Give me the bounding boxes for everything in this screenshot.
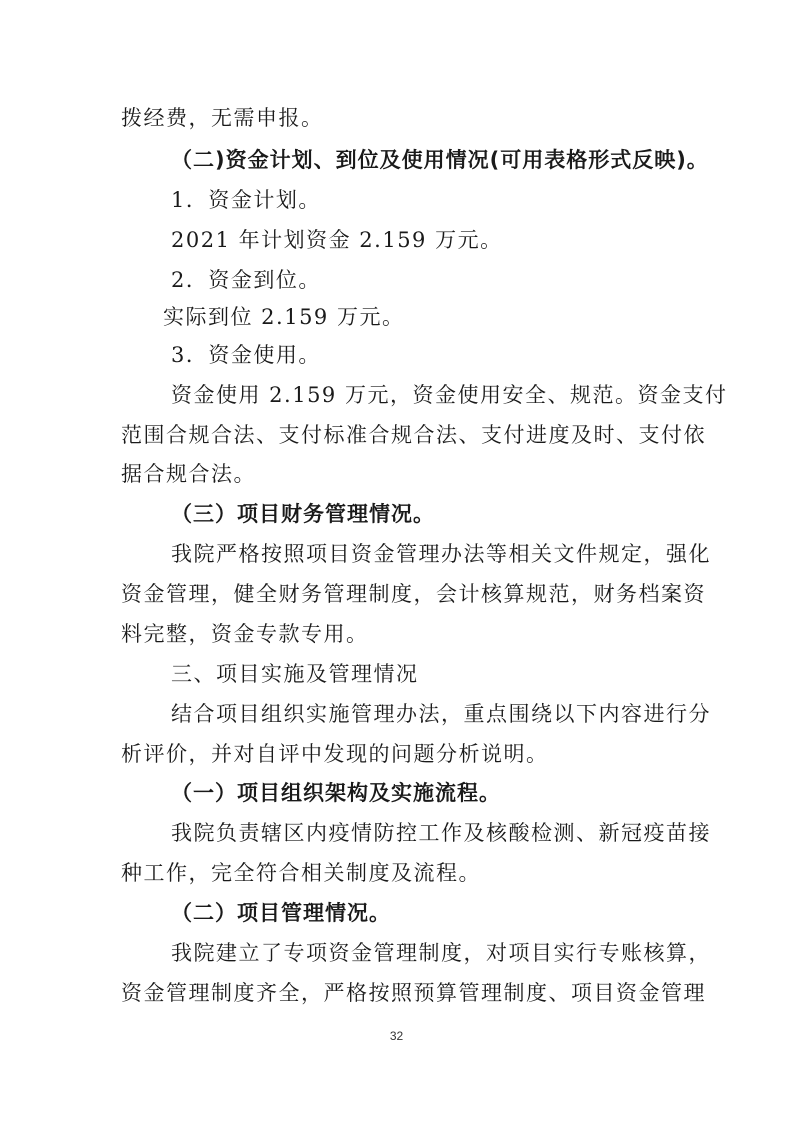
section-heading-implementation: 三、项目实施及管理情况 [171, 662, 419, 686]
subheading-fund-usage: 3．资金使用。 [171, 343, 321, 367]
paragraph-line: 我院严格按照项目资金管理办法等相关文件规定，强化 [171, 542, 711, 566]
paragraph-line: 种工作，完全符合相关制度及流程。 [121, 861, 481, 885]
subheading-fund-arrival: 2．资金到位。 [171, 268, 321, 292]
section-heading-finance: （三）项目财务管理情况。 [171, 502, 435, 526]
paragraph-line: 据合规合法。 [121, 462, 256, 486]
paragraph-line: 我院负责辖区内疫情防控工作及核酸检测、新冠疫苗接 [171, 821, 711, 845]
paragraph-line: 我院建立了专项资金管理制度，对项目实行专账核算， [171, 941, 711, 965]
paragraph-line: 范围合规合法、支付标准合规合法、支付进度及时、支付依 [121, 423, 706, 447]
paragraph-line: 结合项目组织实施管理办法，重点围绕以下内容进行分 [171, 702, 711, 726]
page-number: 32 [389, 1029, 404, 1043]
section-heading-management: （二）项目管理情况。 [171, 901, 391, 925]
section-heading-organization: （一）项目组织架构及实施流程。 [171, 781, 501, 805]
paragraph-line: 资金管理制度齐全，严格按照预算管理制度、项目资金管理 [121, 981, 706, 1005]
paragraph-line: 资金使用 2.159 万元，资金使用安全、规范。资金支付 [171, 383, 728, 407]
section-heading-funding: （二)资金计划、到位及使用情况(可用表格形式反映)。 [171, 148, 709, 172]
paragraph-line: 拨经费，无需申报。 [121, 106, 324, 130]
paragraph-line: 析评价，并对自评中发现的问题分析说明。 [121, 742, 549, 766]
paragraph-line: 实际到位 2.159 万元。 [163, 305, 405, 329]
paragraph-line: 资金管理，健全财务管理制度，会计核算规范，财务档案资 [121, 582, 706, 606]
paragraph-line: 2021 年计划资金 2.159 万元。 [171, 228, 503, 252]
subheading-fund-plan: 1．资金计划。 [171, 188, 321, 212]
paragraph-line: 料完整，资金专款专用。 [121, 622, 369, 646]
